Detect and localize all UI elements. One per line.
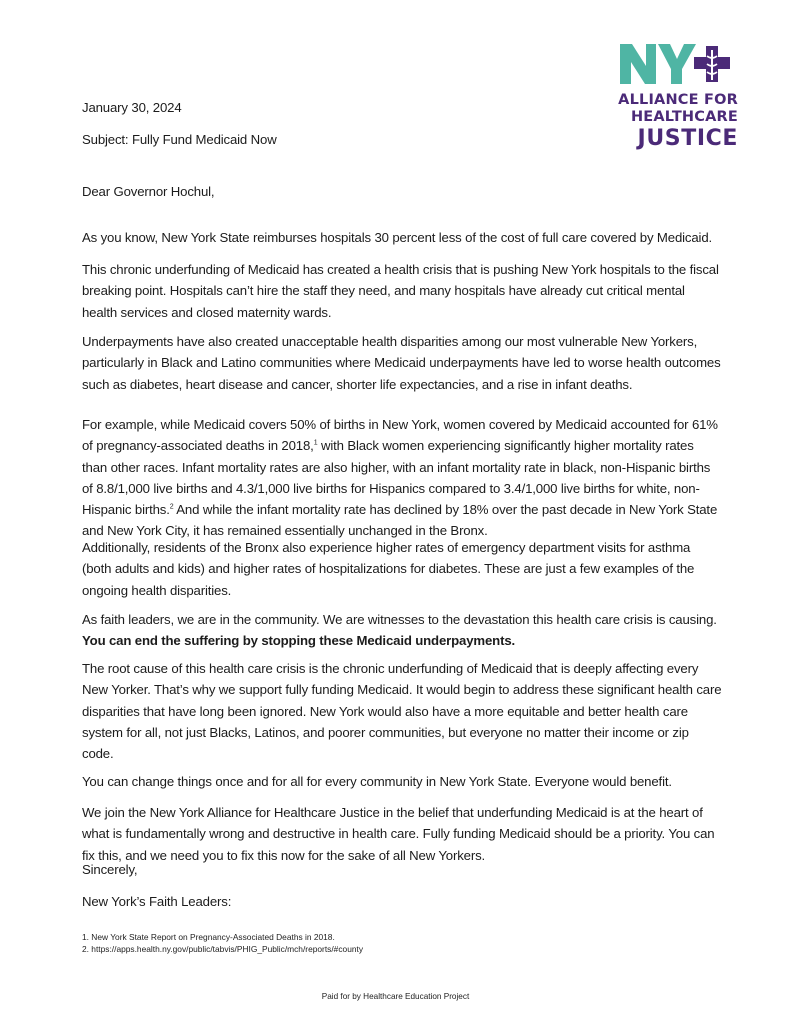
footnote-2: 2. https://apps.health.ny.gov/public/tabvis/PHIG_Public/mch/reports/#county xyxy=(82,943,364,954)
paragraph-3: Underpayments have also created unacceptable health disparities among our most vulnerable New Yorkers, particularly in Black and Latino communities where Medicaid underpayments have led to worse health outcomes such as diabetes, heart disease and cancer, shorter life expectancies, and a rise in infant deaths. xyxy=(82,334,721,392)
paragraph-6-bold: You can end the suffering by stopping these Medicaid underpayments. xyxy=(82,633,516,649)
paragraph-7: The root cause of this health care crisis is the chronic underfunding of Medicaid that is deeply affecting every New Yorker. That’s why we support fully funding Medicaid. It would begin to address these significant health care disparities that have long been ignored. New York would also have a more equitable and better health care system for all, not just Blacks, Latinos, and poorer communities, but everyone no matter their income or zip code. xyxy=(82,661,722,761)
footnote-1: 1. New York State Report on Pregnancy-Associated Deaths in 2018. xyxy=(82,932,335,942)
signers: New York’s Faith Leaders: xyxy=(82,894,232,909)
logo-line-3: JUSTICE xyxy=(637,126,738,151)
paragraph-4-part-a: For example, while Medicaid covers 50% of births in New York, women covered by Medicaid accounted for 61% of pregnancy-associated deaths in 2018, xyxy=(82,417,718,454)
footnote-ref-1: 1 xyxy=(313,440,318,447)
paragraph-1: As you know, New York State reimburses hospitals 30 percent less of the cost of full care covered by Medicaid. xyxy=(82,230,713,246)
closing: Sincerely, xyxy=(82,862,138,877)
letter-date: January 30, 2024 xyxy=(82,100,182,115)
paid-for-notice: Paid for by Healthcare Education Project xyxy=(321,992,470,1001)
paragraph-5: Additionally, residents of the Bronx also experience higher rates of emergency department visits for asthma (both adults and kids) and higher rates of hospitalizations for diabetes. These are just a few examples of the ongoing health disparities. xyxy=(82,540,695,598)
paragraph-6-text: As faith leaders, we are in the community. We are witnesses to the devastation this health care crisis is causing. xyxy=(82,612,717,628)
paragraph-6 xyxy=(82,609,722,651)
letter-subject: Subject: Fully Fund Medicaid Now xyxy=(82,132,277,147)
paragraph-2: This chronic underfunding of Medicaid has created a health crisis that is pushing New York hospitals to the fiscal breaking point. Hospitals can’t hire the staff they need, and many hospitals have already cut critical mental health services and closed maternity wards. xyxy=(82,262,719,320)
paragraph-4-part-b: with Black women experiencing significantly higher mortality rates than other races. Infant mortality rates are also higher, with an infant mortality rate in black, non-Hispanic births of 8.8/1,000 live births and 4.3/1,000 live births for Hispanics compared to 3.4/1,000 live births for white, non-Hispanic births. xyxy=(82,438,711,517)
paragraph-4-part-c: And while the infant mortality rate has declined by 18% over the past decade in New York State and New York City, it has remained essentially unchanged in the Bronx. xyxy=(82,502,718,539)
logo-line-1: ALLIANCE FOR xyxy=(618,92,738,108)
salutation: Dear Governor Hochul, xyxy=(82,184,215,199)
footnotes xyxy=(82,932,363,955)
footnote-ref-2: 2 xyxy=(169,503,174,511)
paragraph-8: You can change things once and for all for every community in New York State. Everyone would benefit. xyxy=(82,774,672,790)
logo-line-2: HEALTHCARE xyxy=(630,109,738,125)
paragraph-9: We join the New York Alliance for Healthcare Justice in the belief that underfunding Medicaid is at the heart of what is fundamentally wrong and destructive in health care. Fully funding Medicaid should be a priority. You can fix this, and we need you to fix this now for the sake of all New Yorkers. xyxy=(82,805,715,863)
ny-plus-mark xyxy=(612,42,742,92)
paragraph-4 xyxy=(82,414,722,541)
